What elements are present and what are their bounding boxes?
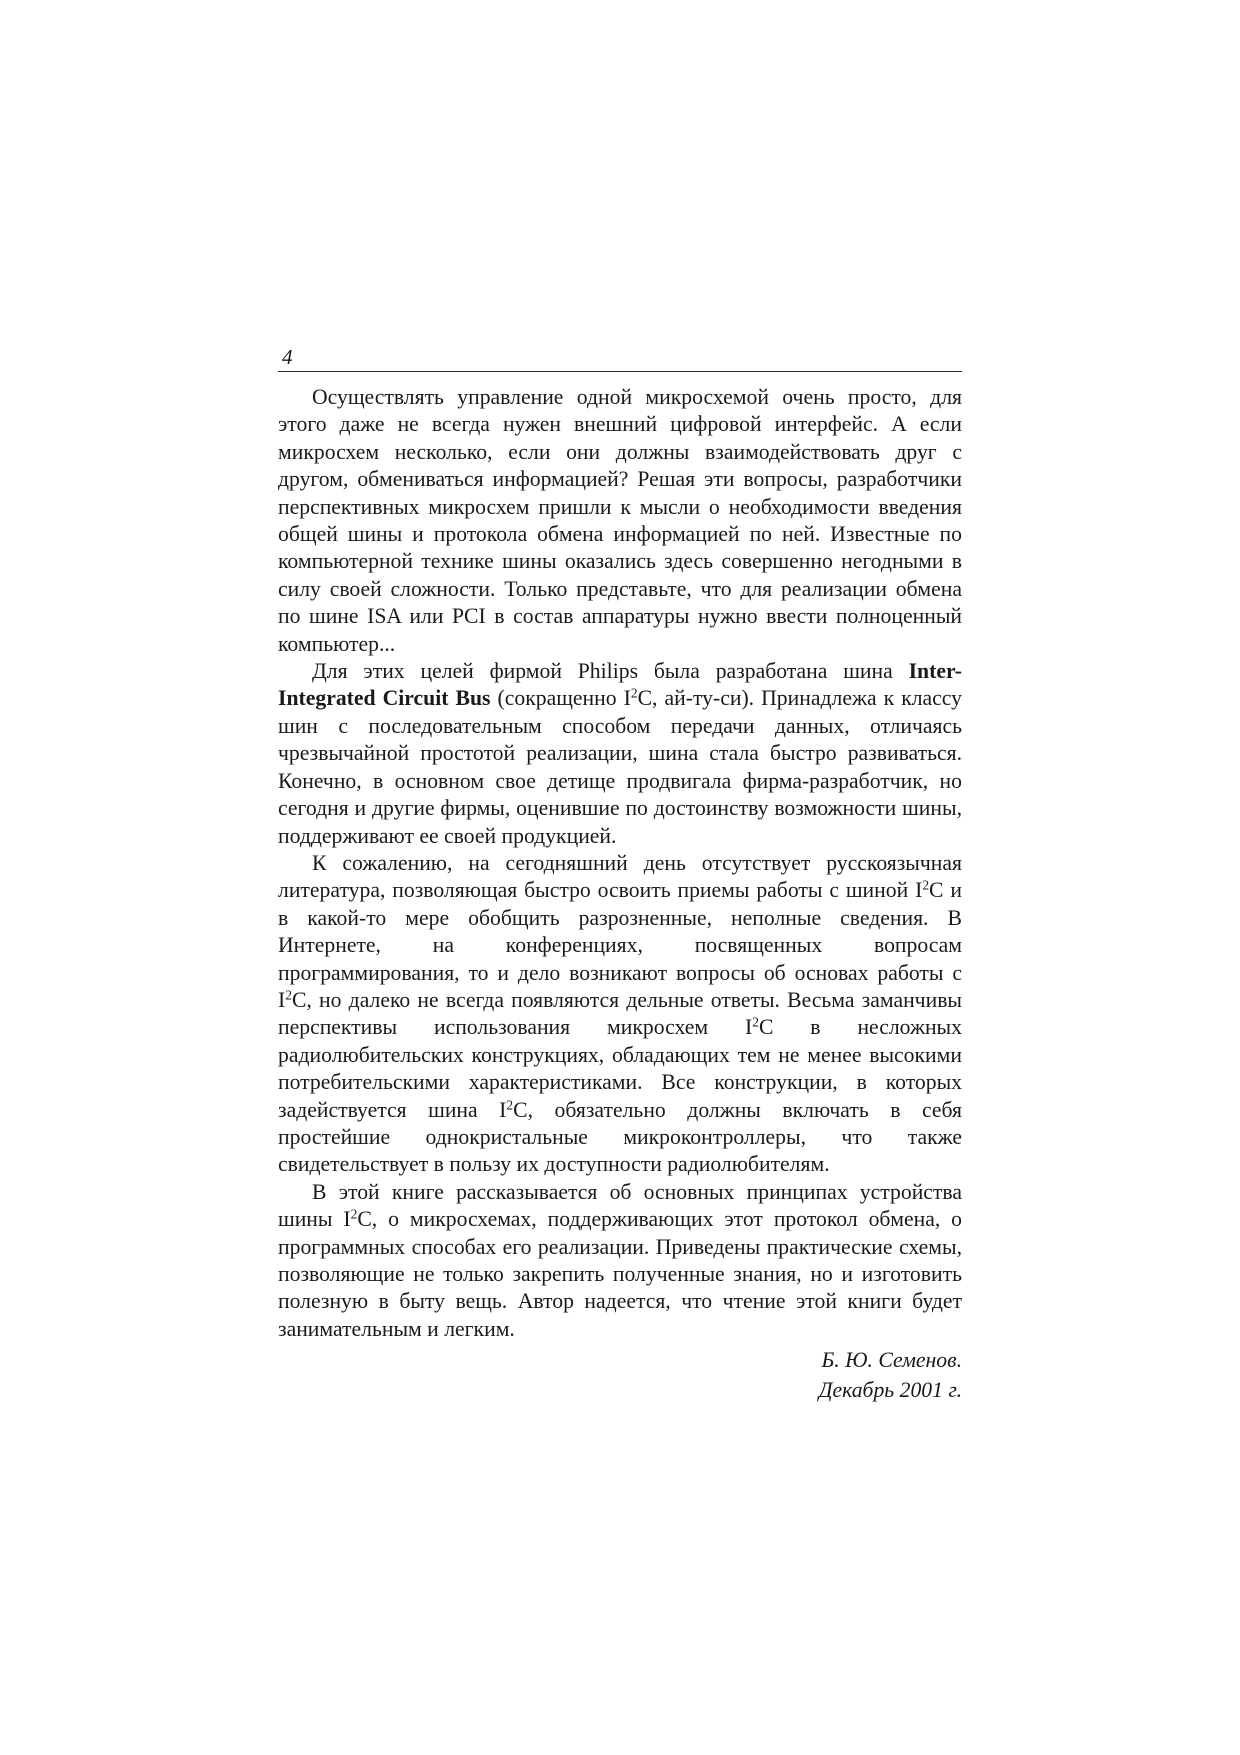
paragraph-1 <box>278 384 962 658</box>
superscript-2: 2 <box>285 987 292 1003</box>
paragraph-4-part-1: В этой книге рассказывается об основных принципах устройства шины I <box>278 1179 962 1232</box>
paragraph-2 <box>278 658 962 850</box>
paragraph-3-part-3: C, но далеко не всегда появляются дельные ответы. Весьма заманчивы перспективы использования микросхем I <box>278 987 962 1040</box>
paragraph-3-part-2: C и в какой-то мере обобщить разрозненные, неполные сведения. В Интернете, на конференциях, посвященных вопросам программирования, то и дело возникают вопросы об основах работы с I <box>278 878 963 1012</box>
paragraph-3 <box>278 850 962 1179</box>
signature-date: Декабрь 2001 г. <box>818 1378 962 1403</box>
superscript-2: 2 <box>630 686 638 702</box>
paragraph-2-post-a: (сокращенно I <box>490 686 631 711</box>
paragraph-3-part-1: К сожалению, на сегодняшний день отсутствует русскоязычная литература, позволяющая быстро освоить приемы работы с шиной I <box>278 850 962 903</box>
body-text <box>278 384 962 1343</box>
bus-name-bold: Inter-Integrated Circuit Bus <box>278 659 962 711</box>
paragraph-1-text: Осуществлять управление одной микросхемой очень просто, для этого даже не всегда нужен внешний цифровой интерфейс. А если микросхем несколько, если они должны взаимодействовать друг с другом, обмениваться информацией? Решая эти вопросы, разработчики перспективных микросхем пришли к мысли о необходимости введения общей шины и протокола обмена информацией по ней. Известные по компьютерной технике шины оказались здесь совершенно негодными в силу своей сложности. Только представьте, что для реализации обмена по шине ISA или PCI в состав аппаратуры нужно ввести полноценный компьютер... <box>278 385 962 656</box>
document-page <box>278 345 962 1405</box>
superscript-2: 2 <box>752 1014 759 1030</box>
superscript-2: 2 <box>506 1097 514 1113</box>
paragraph-2-pre: Для этих целей фирмой Philips была разработана шина <box>312 659 909 684</box>
paragraph-3-part-4: C в несложных радиолюбительских конструкциях, обладающих тем не менее высокими потребительскими характеристиками. Все конструкции, в которых задействуется шина I <box>278 1015 962 1122</box>
signature-author: Б. Ю. Семенов. <box>821 1348 962 1373</box>
paragraph-4-part-2: C, о микросхемах, поддерживающих этот протокол обмена, о программных способах его реализации. Приведены практические схемы, позволяющие не только закрепить полученные знания, но и изготовить полезную в быту вещь. Автор надеется, что чтение этой книги будет занимательным и легким. <box>278 1207 962 1341</box>
page-number: 4 <box>282 345 293 369</box>
superscript-2: 2 <box>350 1206 358 1222</box>
superscript-2: 2 <box>922 877 930 893</box>
signature <box>278 1345 962 1405</box>
paragraph-4 <box>278 1179 962 1343</box>
paragraph-2-post-b: C, ай-ту-си). Принадлежа к классу шин с последовательным способом передачи данных, отличаясь чрезвычайной простотой реализации, шина стала быстро развиваться. Конечно, в основном свое детище продвигала фирма-разработчик, но сегодня и другие фирмы, оценившие по достоинству возможности шины, поддерживают ее своей продукцией. <box>278 686 962 848</box>
paragraph-3-part-5: C, обязательно должны включать в себя простейшие однокристальные микроконтроллеры, что также свидетельствует в пользу их доступности радиолюбителям. <box>278 1097 963 1177</box>
header-rule <box>278 371 962 372</box>
